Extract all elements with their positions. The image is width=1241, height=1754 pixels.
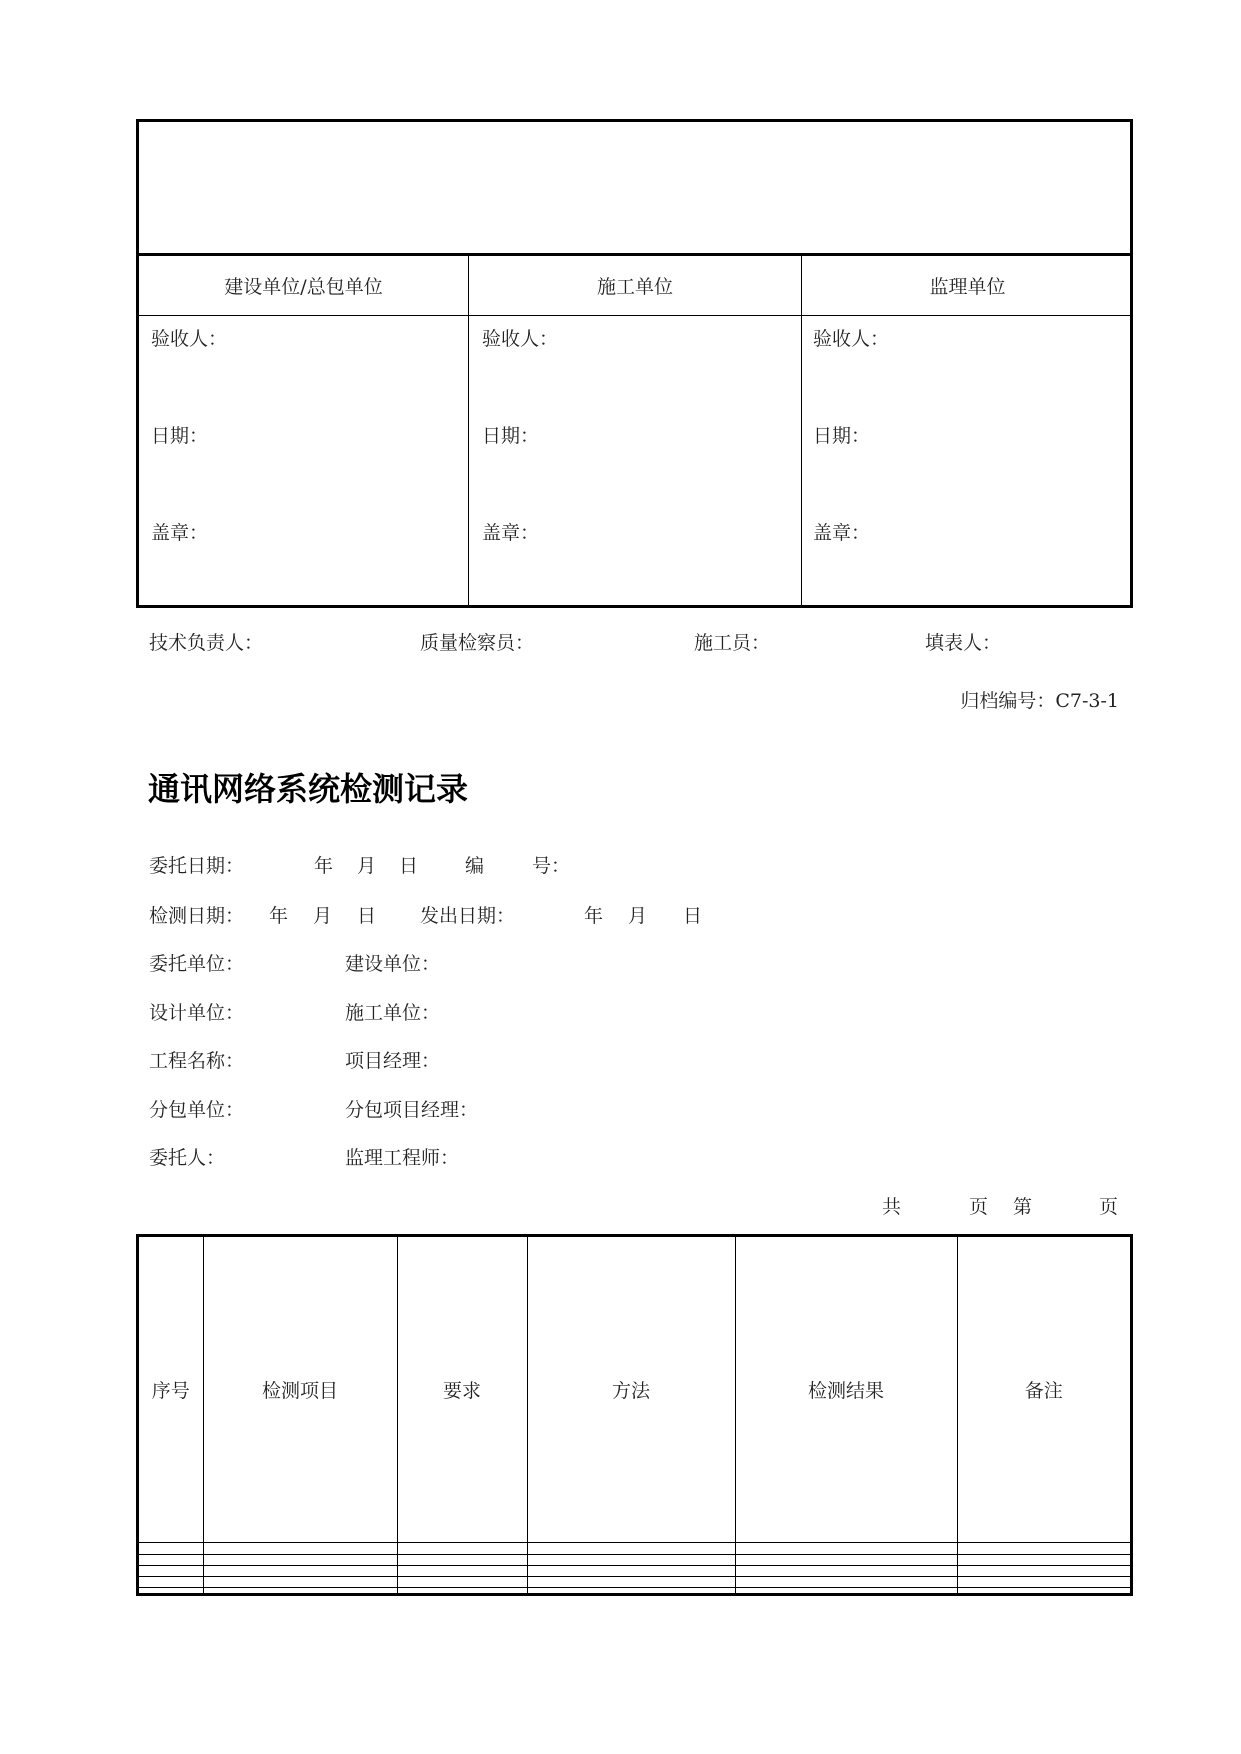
test-date-day[interactable]: 日	[357, 905, 377, 927]
supervisor-acceptor-field[interactable]: 验收人：	[813, 328, 890, 350]
header-divider	[139, 315, 1130, 316]
current-page-suffix: 页	[1099, 1196, 1119, 1218]
project-name-field[interactable]: 工程名称：	[149, 1050, 245, 1072]
cell-result[interactable]	[735, 1587, 957, 1593]
cell-test-item[interactable]	[203, 1565, 397, 1576]
cell-remarks[interactable]	[957, 1576, 1130, 1587]
table-row	[139, 1587, 1130, 1593]
cell-requirement[interactable]	[397, 1554, 527, 1565]
header-result: 检测结果	[735, 1237, 957, 1543]
signoff-header-supervisor: 监理单位	[929, 276, 1006, 298]
signoff-header-contractor: 施工单位	[596, 276, 673, 298]
cell-method[interactable]	[527, 1576, 735, 1587]
owner-acceptor-field[interactable]: 验收人：	[151, 328, 228, 350]
entrusting-unit-field[interactable]: 委托单位：	[149, 953, 245, 975]
contractor-acceptor-field[interactable]: 验收人：	[482, 328, 559, 350]
current-page-prefix: 第	[1013, 1196, 1033, 1218]
project-manager-field[interactable]: 项目经理：	[345, 1050, 441, 1072]
cell-remarks[interactable]	[957, 1587, 1130, 1593]
signoff-header-owner: 建设单位/总包单位	[224, 276, 383, 298]
cell-result[interactable]	[735, 1543, 957, 1554]
cell-requirement[interactable]	[397, 1565, 527, 1576]
table-row	[139, 1554, 1130, 1565]
cell-index[interactable]	[139, 1576, 203, 1587]
cell-method[interactable]	[527, 1554, 735, 1565]
cell-test-item[interactable]	[203, 1576, 397, 1587]
header-index: 序号	[139, 1237, 203, 1543]
filler-signature[interactable]: 填表人：	[925, 632, 1002, 654]
owner-seal-field[interactable]: 盖章：	[151, 522, 209, 544]
cell-index[interactable]	[139, 1565, 203, 1576]
table-row	[139, 1543, 1130, 1554]
cell-test-item[interactable]	[203, 1543, 397, 1554]
archive-number: 归档编号：C7-3-1	[960, 690, 1119, 712]
cell-result[interactable]	[735, 1554, 957, 1565]
signoff-table	[136, 119, 1133, 608]
total-pages-prefix: 共	[882, 1196, 902, 1218]
serial-label: 编	[465, 855, 485, 877]
construction-owner-field[interactable]: 建设单位：	[345, 953, 441, 975]
signoff-remarks-area[interactable]	[139, 122, 1130, 256]
cell-remarks[interactable]	[957, 1565, 1130, 1576]
construction-unit-field[interactable]: 施工单位：	[345, 1002, 441, 1024]
supervising-engineer-field[interactable]: 监理工程师：	[345, 1147, 460, 1169]
entrust-date-year[interactable]: 年	[314, 855, 334, 877]
quality-inspector-signature[interactable]: 质量检察员：	[420, 632, 535, 654]
cell-test-item[interactable]	[203, 1554, 397, 1565]
contractor-seal-field[interactable]: 盖章：	[482, 522, 540, 544]
entrust-date-day[interactable]: 日	[399, 855, 419, 877]
issue-date-year[interactable]: 年	[584, 905, 604, 927]
issue-date-label: 发出日期：	[420, 905, 516, 927]
cell-result[interactable]	[735, 1576, 957, 1587]
issue-date-day[interactable]: 日	[683, 905, 703, 927]
cell-method[interactable]	[527, 1565, 735, 1576]
header-method: 方法	[527, 1237, 735, 1543]
supervisor-seal-field[interactable]: 盖章：	[813, 522, 871, 544]
issue-date-month[interactable]: 月	[628, 905, 648, 927]
cell-index[interactable]	[139, 1587, 203, 1593]
sub-project-manager-field[interactable]: 分包项目经理：	[345, 1099, 479, 1121]
serial-label-suffix[interactable]: 号：	[532, 855, 571, 877]
cell-test-item[interactable]	[203, 1587, 397, 1593]
cell-method[interactable]	[527, 1543, 735, 1554]
header-test-item: 检测项目	[203, 1237, 397, 1543]
entrust-date-month[interactable]: 月	[357, 855, 377, 877]
header-remarks: 备注	[957, 1237, 1130, 1543]
table-header-row	[139, 1237, 1130, 1543]
test-date-label: 检测日期：	[149, 905, 245, 927]
test-date-year[interactable]: 年	[269, 905, 289, 927]
subcontractor-field[interactable]: 分包单位：	[149, 1099, 245, 1121]
cell-index[interactable]	[139, 1543, 203, 1554]
table-row	[139, 1576, 1130, 1587]
cell-requirement[interactable]	[397, 1576, 527, 1587]
constructor-signature[interactable]: 施工员：	[694, 632, 771, 654]
cell-requirement[interactable]	[397, 1543, 527, 1554]
owner-date-field[interactable]: 日期：	[151, 425, 209, 447]
test-date-month[interactable]: 月	[313, 905, 333, 927]
total-pages-suffix: 页	[969, 1196, 989, 1218]
supervisor-date-field[interactable]: 日期：	[813, 425, 871, 447]
cell-method[interactable]	[527, 1587, 735, 1593]
document-title: 通讯网络系统检测记录	[148, 770, 469, 808]
entrust-date-label: 委托日期：	[149, 855, 245, 877]
cell-result[interactable]	[735, 1565, 957, 1576]
table-row	[139, 1565, 1130, 1576]
header-requirement: 要求	[397, 1237, 527, 1543]
cell-remarks[interactable]	[957, 1543, 1130, 1554]
client-field[interactable]: 委托人：	[149, 1147, 226, 1169]
cell-requirement[interactable]	[397, 1587, 527, 1593]
design-unit-field[interactable]: 设计单位：	[149, 1002, 245, 1024]
tech-lead-signature[interactable]: 技术负责人：	[149, 632, 264, 654]
cell-index[interactable]	[139, 1554, 203, 1565]
contractor-date-field[interactable]: 日期：	[482, 425, 540, 447]
inspection-table	[136, 1234, 1133, 1596]
cell-remarks[interactable]	[957, 1554, 1130, 1565]
